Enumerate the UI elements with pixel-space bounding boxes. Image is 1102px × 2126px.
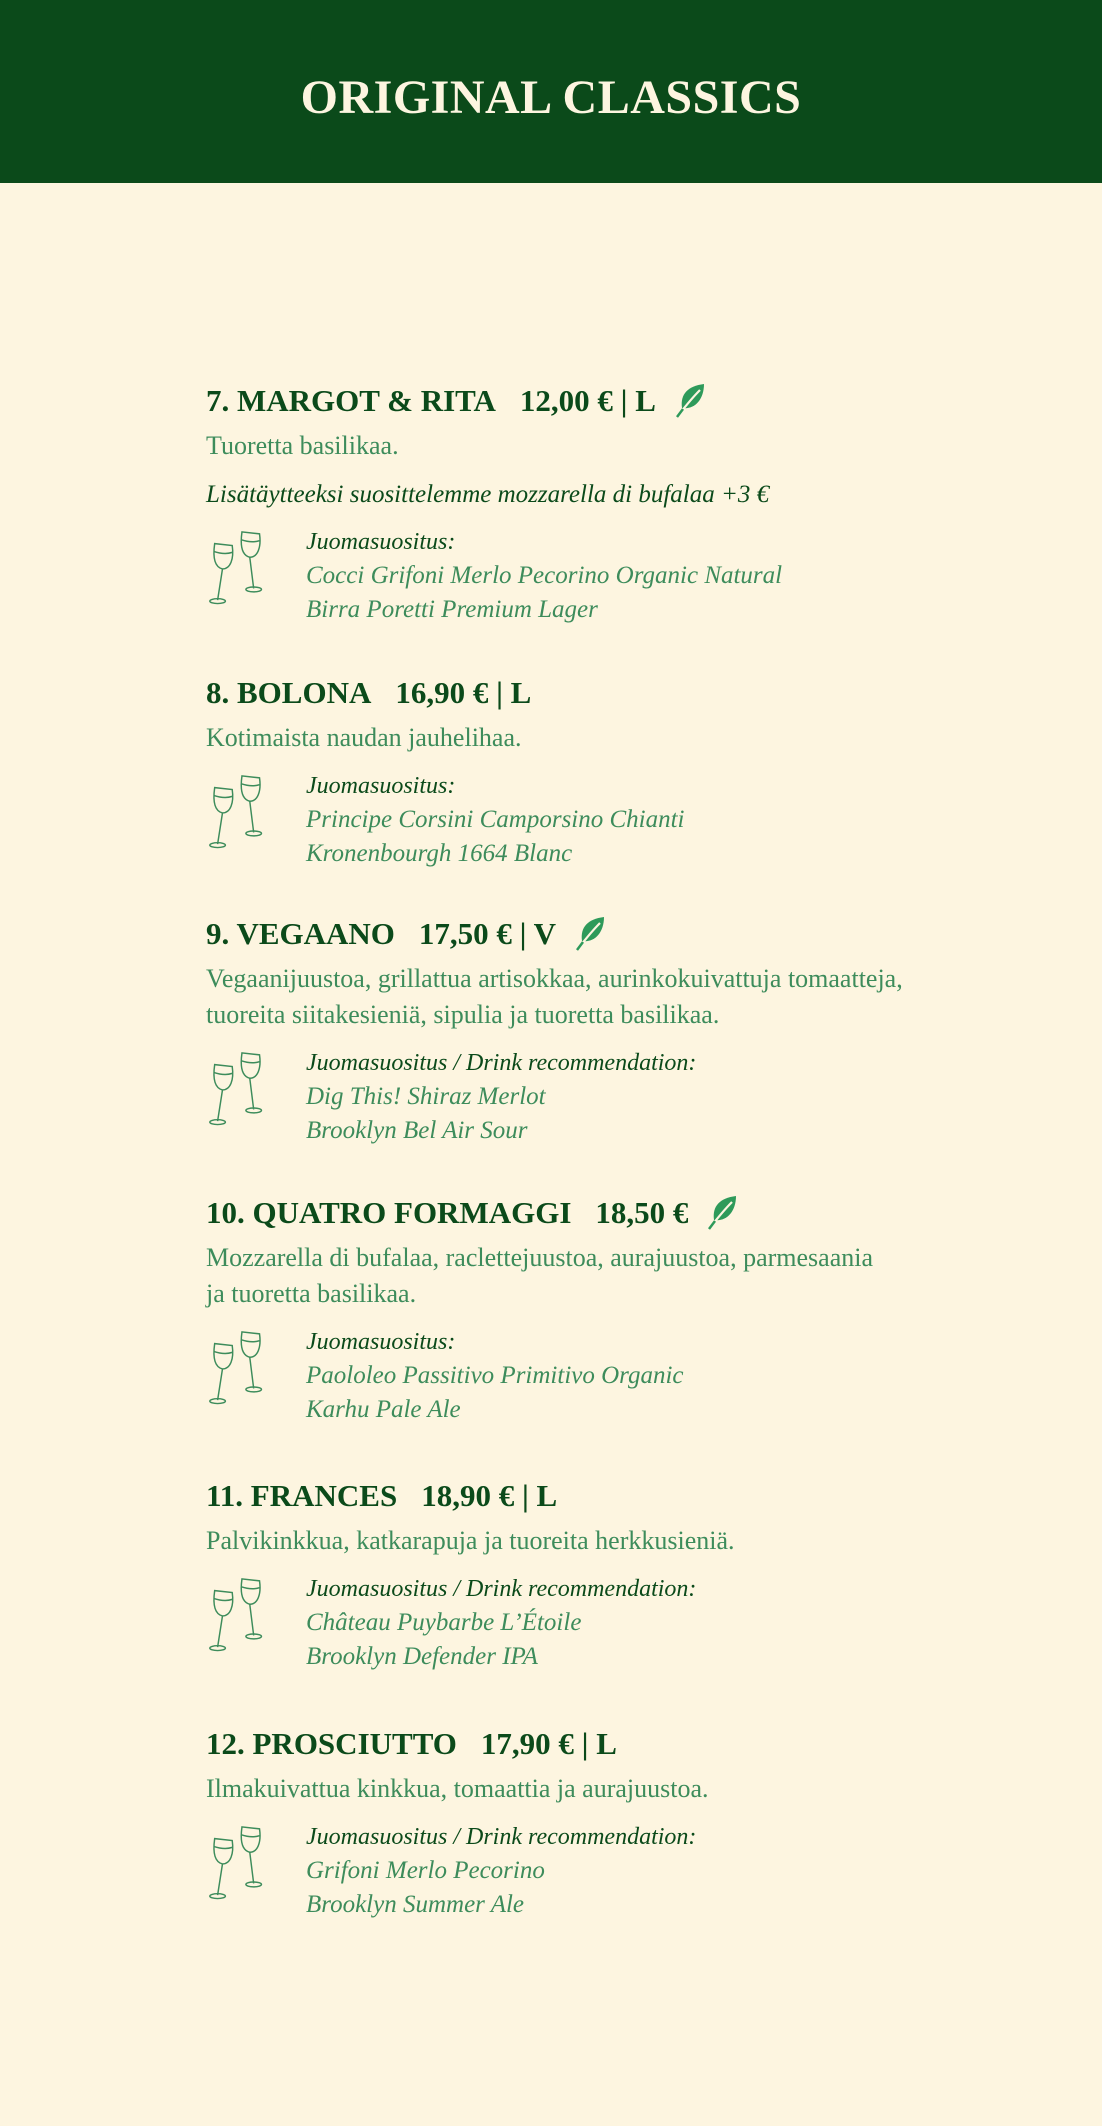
item-title-row xyxy=(206,674,1006,712)
item-name: 9. VEGAANO xyxy=(206,916,395,951)
item-price: 18,90 € | L xyxy=(421,1478,558,1513)
wine-glasses-icon xyxy=(206,1823,276,1901)
description-line: Ilmakuivattua kinkkua, tomaattia ja aurajuustoa. xyxy=(206,1774,709,1803)
drink-name: Brooklyn Defender IPA xyxy=(306,1643,538,1670)
section-title: ORIGINAL CLASSICS xyxy=(300,71,802,124)
drink-name: Cocci Grifoni Merlo Pecorino Organic Natural xyxy=(306,562,783,589)
wine-glasses-icon xyxy=(206,1328,276,1406)
description-line: Mozzarella di bufalaa, raclettejuustoa, aurajuustoa, parmesaania xyxy=(206,1243,874,1272)
item-description xyxy=(206,961,1006,1033)
leaf-icon xyxy=(574,915,610,953)
drink-label: Juomasuositus: xyxy=(306,1329,456,1355)
drink-recommendation xyxy=(206,1047,1006,1148)
item-title-row xyxy=(206,1194,1006,1232)
item-title-row xyxy=(206,915,1006,953)
menu-item xyxy=(206,674,1006,871)
description-line: tuoreita siitakesieniä, sipulia ja tuoretta basilikaa. xyxy=(206,1000,720,1029)
menu-item xyxy=(206,1477,1006,1674)
drink-label: Juomasuositus: xyxy=(306,773,456,799)
drink-recommendation xyxy=(206,1326,1006,1427)
drink-name: Birra Poretti Premium Lager xyxy=(306,596,598,623)
item-price: 16,90 € | L xyxy=(395,675,532,710)
description-line: Tuoretta basilikaa. xyxy=(206,431,399,460)
wine-glasses-icon xyxy=(206,1049,276,1127)
menu-header xyxy=(0,0,1102,183)
item-title-row xyxy=(206,382,1006,420)
drink-name: Paololeo Passitivo Primitivo Organic xyxy=(306,1362,684,1389)
drink-name: Brooklyn Bel Air Sour xyxy=(306,1117,528,1144)
item-description xyxy=(206,428,1006,464)
item-description xyxy=(206,1523,1006,1559)
drink-name: Brooklyn Summer Ale xyxy=(306,1891,525,1918)
drink-recommendation xyxy=(206,1573,1006,1674)
item-price: 17,50 € | V xyxy=(418,916,557,951)
drink-name: Principe Corsini Camporsino Chianti xyxy=(306,806,685,833)
item-name: 10. QUATRO FORMAGGI xyxy=(206,1195,572,1230)
item-description xyxy=(206,1771,1006,1807)
menu-item xyxy=(206,1194,1006,1427)
drink-label: Juomasuositus: xyxy=(306,529,456,555)
item-name: 8. BOLONA xyxy=(206,675,372,710)
drink-name: Kronenbourgh 1664 Blanc xyxy=(306,840,573,867)
wine-glasses-icon xyxy=(206,1575,276,1653)
item-price: 17,90 € | L xyxy=(480,1726,617,1761)
item-description xyxy=(206,720,1006,756)
drink-name: Château Puybarbe L’Étoile xyxy=(306,1609,582,1636)
item-title-row xyxy=(206,1725,1006,1763)
leaf-icon xyxy=(674,382,710,420)
item-name: 12. PROSCIUTTO xyxy=(206,1726,457,1761)
drink-recommendation xyxy=(206,1821,1006,1922)
drink-label: Juomasuositus / Drink recommendation: xyxy=(306,1824,697,1850)
item-title-row xyxy=(206,1477,1006,1515)
item-name: 11. FRANCES xyxy=(206,1478,398,1513)
menu-item xyxy=(206,915,1006,1148)
item-price: 18,50 € xyxy=(595,1195,689,1230)
description-line: Vegaanijuustoa, grillattua artisokkaa, aurinkokuivattuja tomaatteja, xyxy=(206,964,903,993)
drink-label: Juomasuositus / Drink recommendation: xyxy=(306,1576,697,1602)
wine-glasses-icon xyxy=(206,528,276,606)
item-price: 12,00 € | L xyxy=(519,383,656,418)
drink-name: Grifoni Merlo Pecorino xyxy=(306,1857,545,1884)
drink-recommendation xyxy=(206,770,1006,871)
description-line: ja tuoretta basilikaa. xyxy=(206,1279,417,1308)
menu-item xyxy=(206,1725,1006,1922)
drink-name: Dig This! Shiraz Merlot xyxy=(306,1083,546,1110)
menu-item xyxy=(206,382,1006,627)
drink-label: Juomasuositus / Drink recommendation: xyxy=(306,1050,697,1076)
drink-name: Karhu Pale Ale xyxy=(306,1396,461,1423)
item-note: Lisätäytteeksi suosittelemme mozzarella di bufalaa +3 € xyxy=(206,481,770,508)
item-description xyxy=(206,1240,1006,1312)
item-name: 7. MARGOT & RITA xyxy=(206,383,496,418)
drink-recommendation xyxy=(206,526,1006,627)
description-line: Palvikinkkua, katkarapuja ja tuoreita herkkusieniä. xyxy=(206,1526,735,1555)
description-line: Kotimaista naudan jauhelihaa. xyxy=(206,723,522,752)
leaf-icon xyxy=(706,1194,742,1232)
wine-glasses-icon xyxy=(206,772,276,850)
